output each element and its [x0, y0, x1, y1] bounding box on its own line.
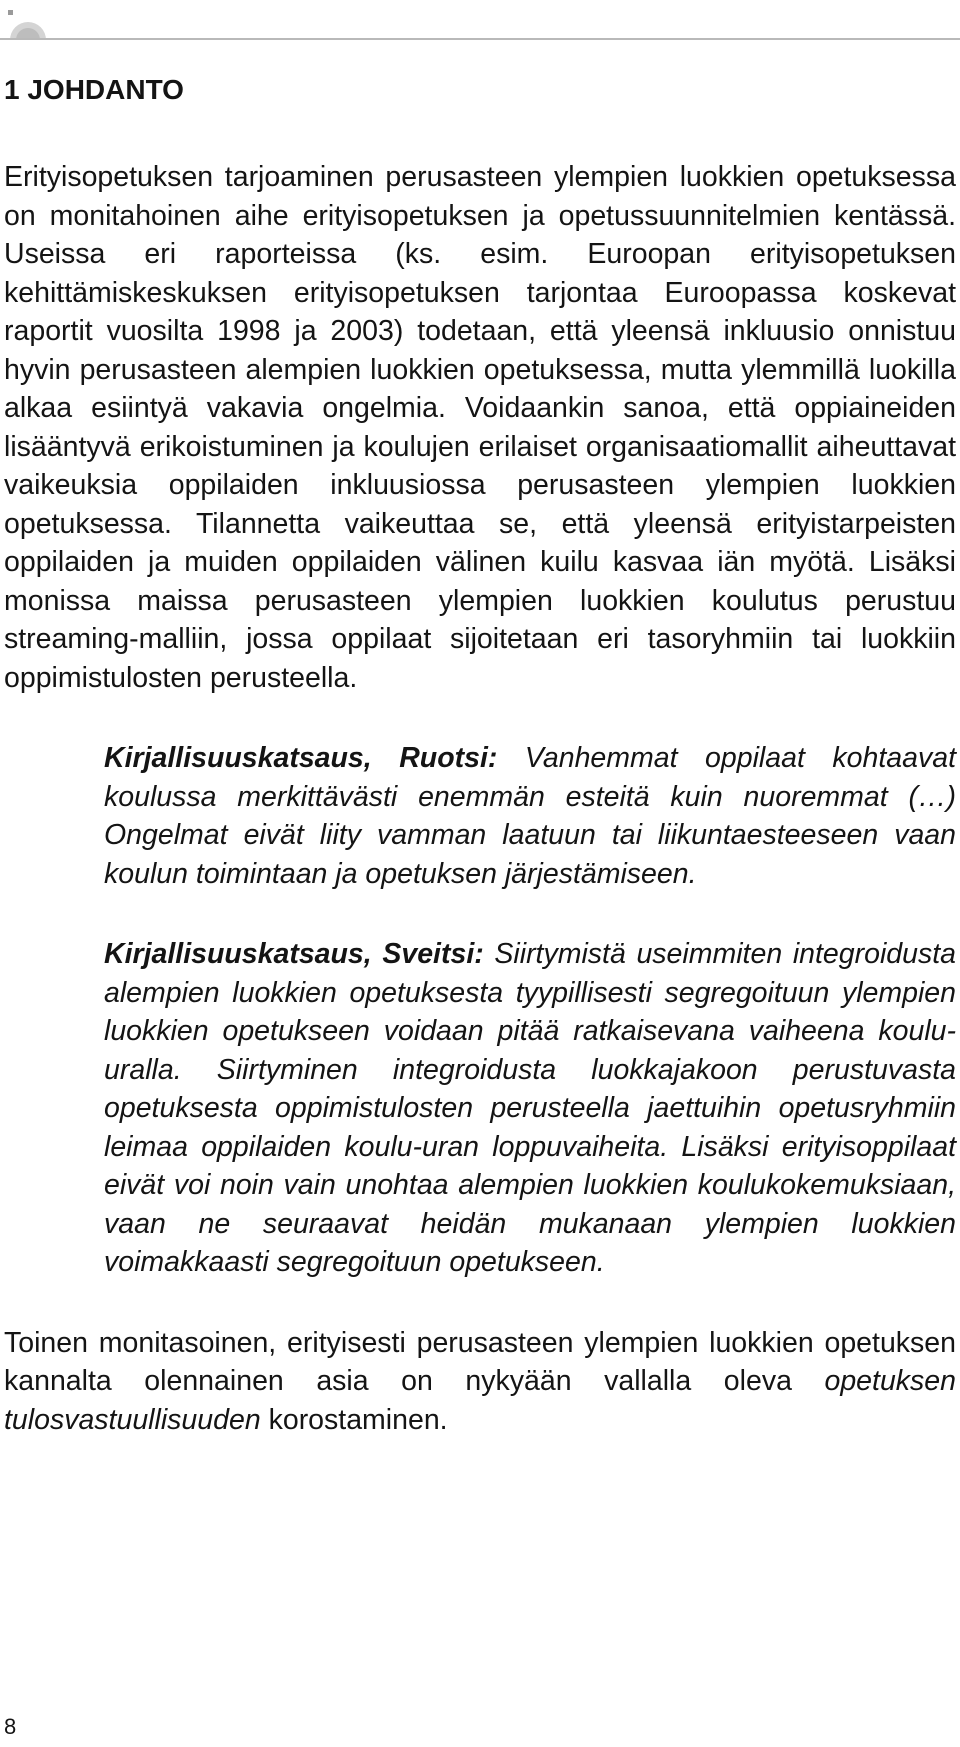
closing-emphasis: opetuksen tulosvastuullisuuden [4, 1365, 957, 1436]
closing-text-after: korostaminen. [268, 1403, 448, 1436]
quote-switzerland-label: Kirjallisuuskatsaus, Sveitsi: [104, 938, 484, 970]
document-page [4, 70, 956, 1439]
quote-switzerland [4, 935, 956, 1282]
closing-text-before: Toinen monitasoinen, erityisesti perusasteen ylempien luokkien opetuksen kannalta olennainen asia on nykyään vallalla oleva [4, 1326, 956, 1397]
quote-switzerland-text: Siirtymistä useimmiten integroidusta alempien luokkien opetuksesta tyypillisesti segregoituun ylempien luokkien opetukseen voidaan pitää ratkaisevana vaiheena koulu-uralla. Siirtyminen integroidusta luokkajakoon perustuvasta opetuksesta oppimistulosten perusteella jaettuihin opetusryhmiin leimaa oppilaiden koulu-uran loppuvaiheita. Lisäksi erityisoppilaat eivät voi noin vain unohtaa alempien luokkien koulukokemuksiaan, vaan ne seuraavat heidän mukanaan ylempien luokkien voimakkaasti segregoituun opetukseen. [104, 938, 957, 1278]
header-rule [0, 38, 960, 40]
chapter-heading: 1 JOHDANTO [4, 74, 184, 105]
page-header [0, 0, 960, 42]
quote-sweden-text: Vanhemmat oppilaat kohtaavat koulussa merkittävästi enemmän esteitä kuin nuoremmat (…) Ongelmat eivät liity vamman laatuun tai liikuntaesteeseen vaan koulun toimintaan ja opetuksen järjestämiseen. [104, 742, 956, 890]
closing-paragraph [4, 1324, 956, 1440]
publisher-logo-icon [6, 8, 56, 42]
quote-sweden [4, 739, 956, 893]
intro-paragraph: Erityisopetuksen tarjoaminen perusasteen ylempien luokkien opetuksessa on monitahoinen aihe erityisopetuksen ja opetussuunnitelmien kentässä. Useissa eri raporteissa (ks. esim. Euroopan erityisopetuksen kehittämiskeskuksen erityisopetuksen tarjontaa Euroopassa koskevat raportit vuosilta 1998 ja 2003) todetaan, että yleensä inkluusio onnistuu hyvin perusasteen alempien luokkien opetuksessa, mutta ylemmillä luokilla alkaa esiintyä vakavia ongelmia. Voidaankin sanoa, että oppiaineiden lisääntyvä erikoistuminen ja koulujen erilaiset organisaatiomallit aiheuttavat vaikeuksia oppilaiden inkluusiossa perusasteen ylempien luokkien opetuksessa. Tilannetta vaikeuttaa se, että yleensä erityistarpeisten oppilaiden ja muiden oppilaiden välinen kuilu kasvaa iän myötä. Lisäksi monissa maissa perusasteen ylempien luokkien koulutus perustuu streaming-malliin, jossa oppilaat sijoitetaan eri tasoryhmiin tai luokkiin oppimistulosten perusteella. [4, 161, 956, 694]
page-number: 8 [4, 1714, 17, 1739]
quote-sweden-label: Kirjallisuuskatsaus, Ruotsi: [104, 742, 498, 774]
